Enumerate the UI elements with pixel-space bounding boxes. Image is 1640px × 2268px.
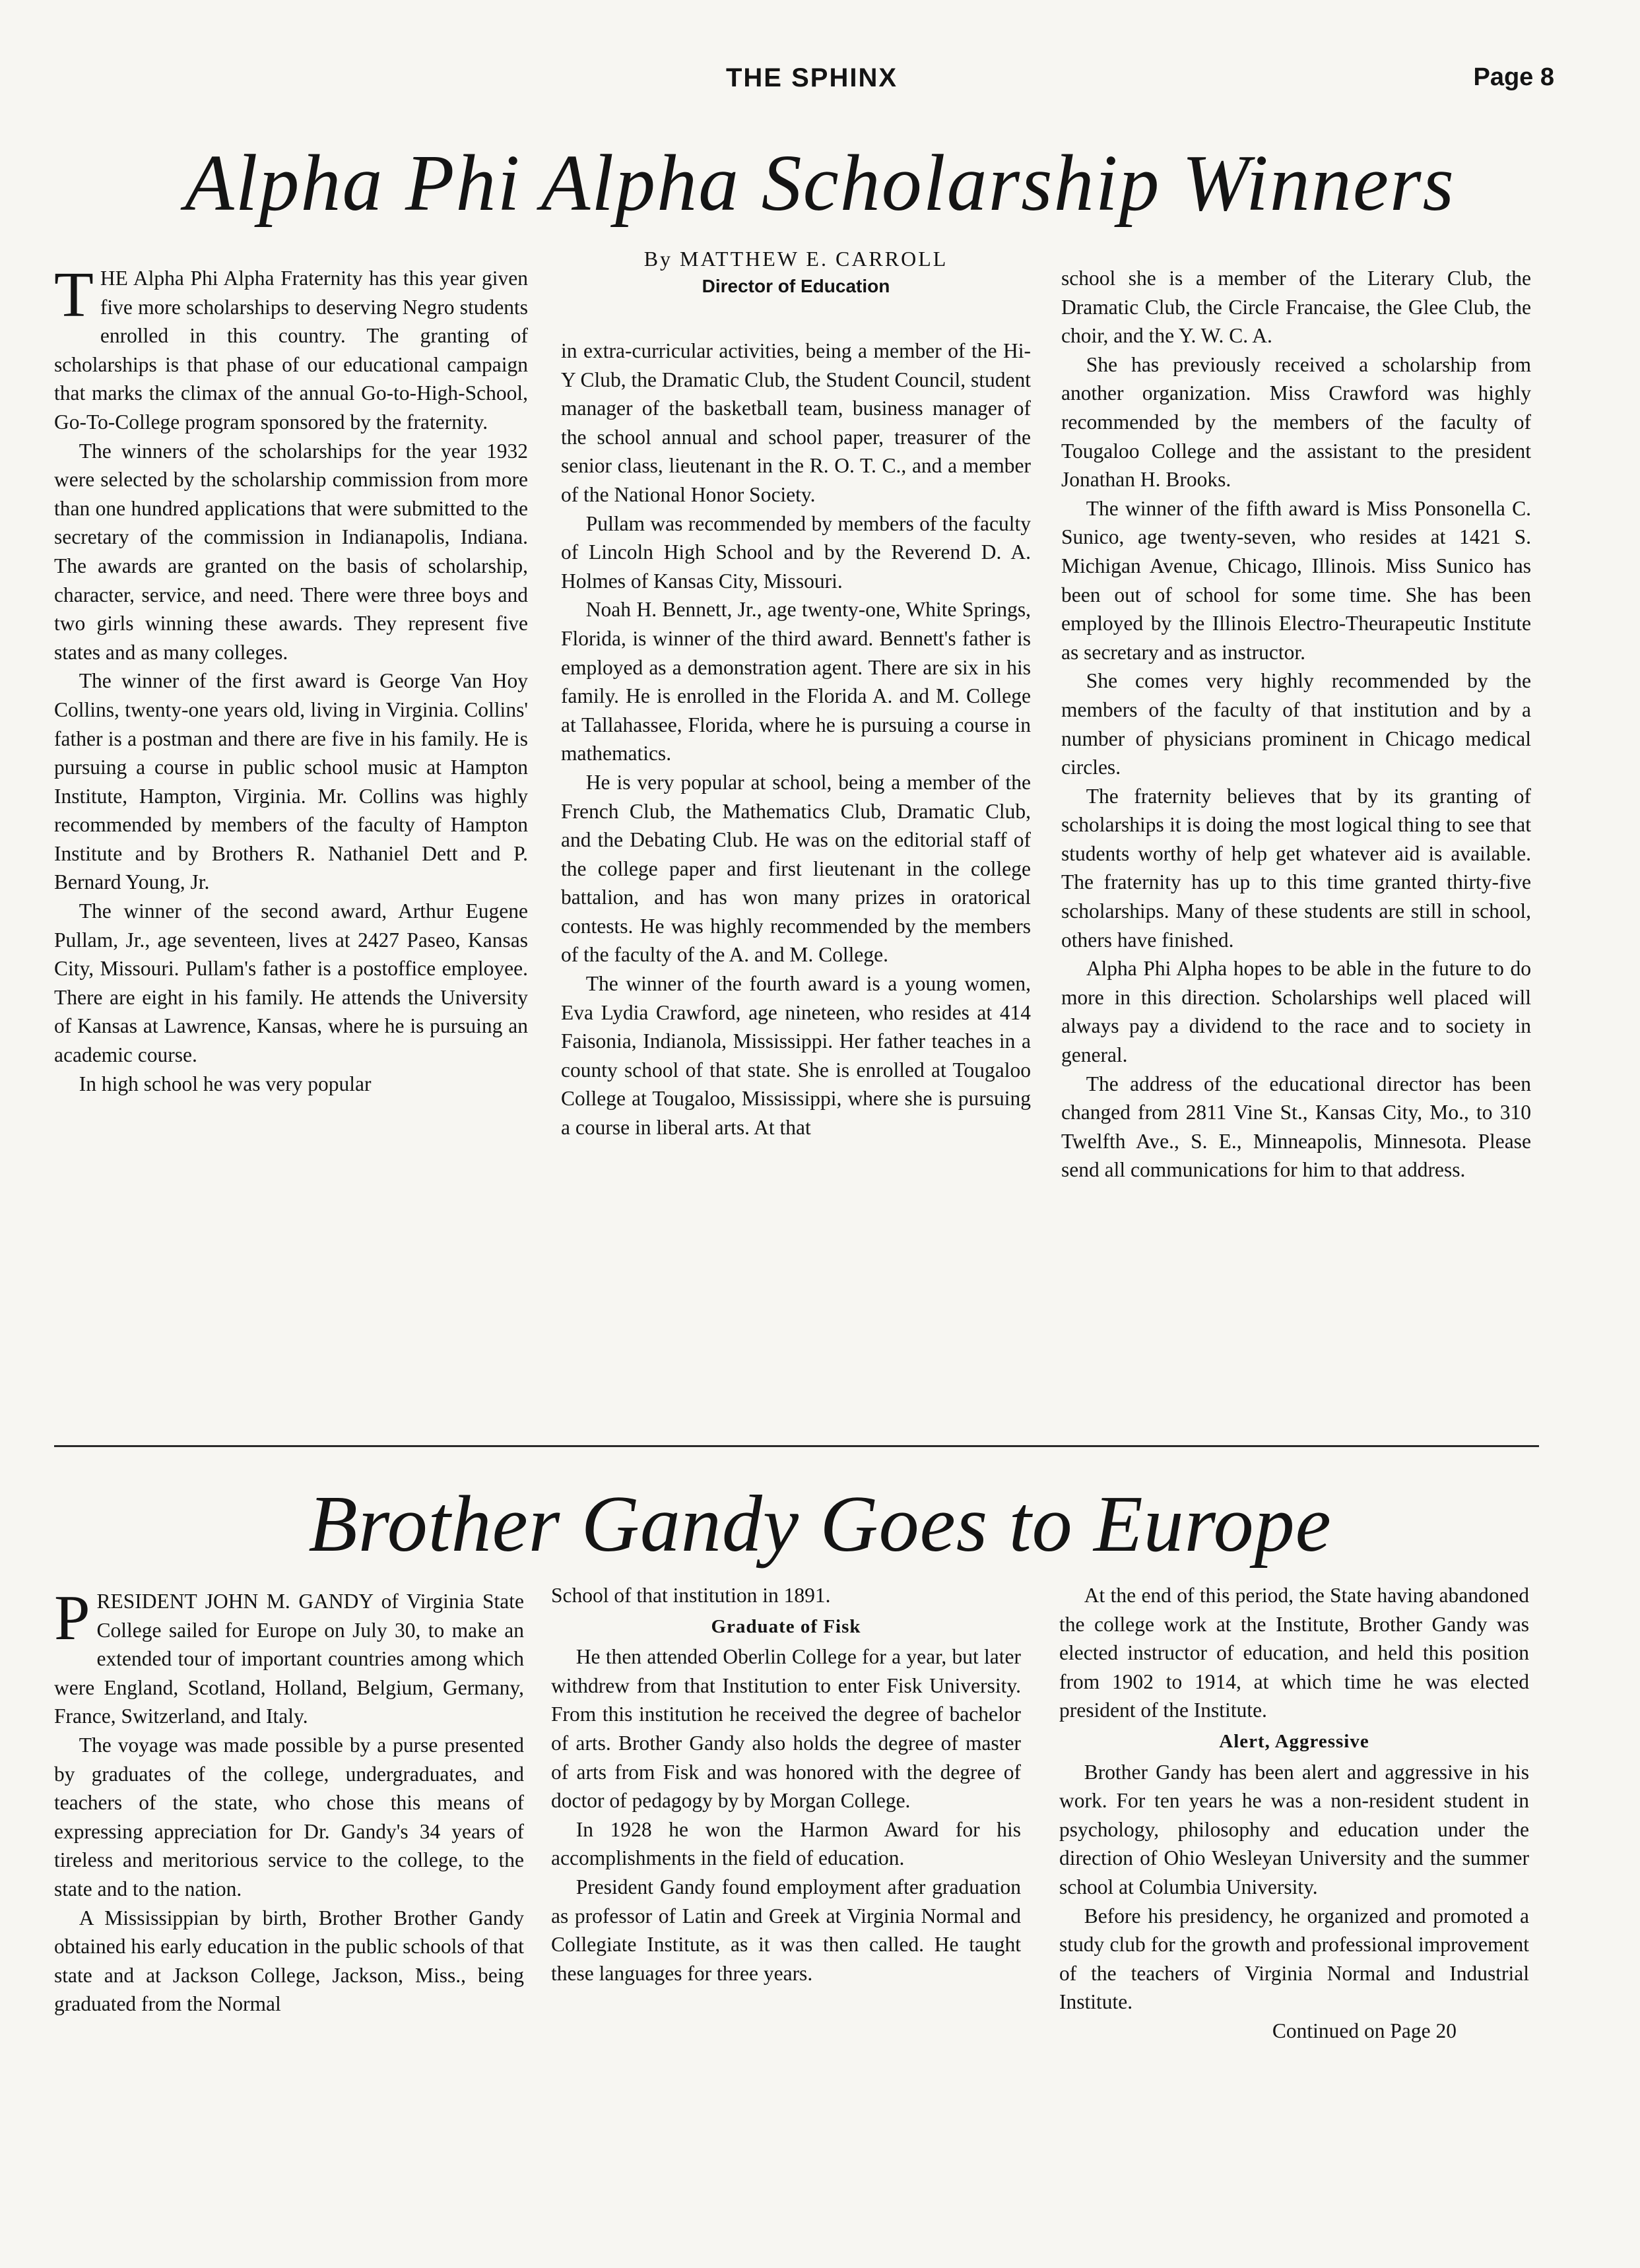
scholarship-column-2 xyxy=(561,337,1031,1142)
paragraph: He then attended Oberlin College for a year, but later withdrew from that Institution to enter Fisk University. From this institution he received the degree of bachelor of arts. Brother Gandy also holds the degree of master of arts from Fisk and was honored with the degree of doctor of pedagogy by by Morgan College. xyxy=(551,1645,1021,1813)
continued-note: Continued on Page 20 xyxy=(1272,2019,1457,2042)
paragraph: School of that institution in 1891. xyxy=(551,1584,831,1607)
paragraph: in extra-curricular activities, being a member of the Hi-Y Club, the Dramatic Club, the Student Council, student manager of the basketball team, business manager of the school annual and school paper, treasurer of the senior class, lieutenant in the R. O. T. C., and a member of the National Honor Society. xyxy=(561,339,1031,506)
paragraph: Noah H. Bennett, Jr., age twenty-one, White Springs, Florida, is winner of the third award. Bennett's father is employed as a demonstration agent. There are six in his family. He is enrolled in the Florida A. and M. College at Tallahassee, Florida, where he is pursuing a course in mathematics. xyxy=(561,598,1031,765)
paragraph: At the end of this period, the State having abandoned the college work at the Institute, Brother Gandy was elected instructor of education, and held this position from 1902 to 1914, at which time he was elected president of the Institute. xyxy=(1059,1584,1529,1722)
publication-title: THE SPHINX xyxy=(725,63,898,92)
paragraph: In high school he was very popular xyxy=(79,1072,372,1095)
paragraph: In 1928 he won the Harmon Award for his accomplishments in the field of education. xyxy=(551,1817,1021,1870)
byline-role: Director of Education xyxy=(702,276,890,296)
paragraph: She has previously received a scholarship from another organization. Miss Crawford was highly recommended by the members of the faculty of Tougaloo College and the assistant to the president Jonathan H. Brooks. xyxy=(1061,352,1531,492)
subheading: Graduate of Fisk xyxy=(711,1615,861,1637)
paragraph: school she is a member of the Literary Club, the Dramatic Club, the Circle Francaise, the Glee Club, the choir, and the Y. W. C. A. xyxy=(1061,267,1531,348)
gandy-column-2 xyxy=(551,1581,1021,1988)
section-divider xyxy=(54,1445,1539,1447)
article-title-scholarship: Alpha Phi Alpha Scholarship Winners xyxy=(185,139,1455,228)
byline xyxy=(561,244,1031,300)
paragraph: A Mississippian by birth, Brother Brother Gandy obtained his early education in the public schools of that state and at Jackson College, Jackson, Miss., being graduated from the Normal xyxy=(54,1906,524,2016)
paragraph: The address of the educational director has been changed from 2811 Vine St., Kansas City, Mo., to 310 Twelfth Ave., S. E., Minneapolis, Minnesota. Please send all communications for him to that address. xyxy=(1061,1072,1531,1182)
byline-author: By MATTHEW E. CARROLL xyxy=(643,247,948,271)
gandy-column-1 xyxy=(54,1582,524,2019)
page-number: Page 8 xyxy=(1473,63,1554,91)
drop-cap: T xyxy=(54,259,94,331)
gandy-column-3 xyxy=(1059,1581,1529,2046)
paragraph: THE Alpha Phi Alpha Fraternity has this year given five more scholarships to deserving Negro students enrolled in this country. The granting of scholarships is that phase of our educational campaign that marks the climax of the annual Go-to-High-School, Go-To-College program sponsored by the fraternity. xyxy=(54,259,528,434)
paragraph: He is very popular at school, being a member of the French Club, the Mathematics Club, Dramatic Club, and the Debating Club. He was on the editorial staff of the college paper and first lieutenant in the college battalion, and has won many prizes in oratorical contests. He was highly recommended by the members of the faculty of the A. and M. College. xyxy=(561,770,1031,967)
paragraph: The fraternity believes that by its granting of scholarships it is doing the most logical thing to see that students worthy of help get whatever aid is available. The fraternity has up to this time granted thirty-five scholarships. Many of these students are still in school, others have finished. xyxy=(1061,784,1531,952)
paragraph: The winner of the first award is George Van Hoy Collins, twenty-one years old, living in Virginia. Collins' father is a postman and there are five in his family. He is pursuing a course in public school music at Hampton Institute, Hampton, Virginia. Mr. Collins was highly recommended by members of the faculty of Hampton Institute and by Brothers R. Nathaniel Dett and P. Bernard Young, Jr. xyxy=(54,669,528,894)
paragraph: President Gandy found employment after graduation as professor of Latin and Greek at Virginia Normal and Collegiate Institute, as it was then called. He taught these languages for three years. xyxy=(551,1875,1021,1985)
paragraph: PRESIDENT JOHN M. GANDY of Virginia State College sailed for Europe on July 30, to make an extended tour of important countries among which were England, Scotland, Holland, Belgium, Germany, France, Switzerland, and Italy. xyxy=(54,1582,524,1728)
paragraph: Brother Gandy has been alert and aggressive in his work. For ten years he was a non-resident student in psychology, philosophy and education under the direction of Ohio Wesleyan University and the summer school at Columbia University. xyxy=(1059,1760,1529,1898)
subheading: Alert, Aggressive xyxy=(1219,1730,1369,1752)
running-header xyxy=(0,63,1640,103)
scholarship-column-3 xyxy=(1061,264,1531,1184)
paragraph: The winners of the scholarships for the year 1932 were selected by the scholarship commission from more than one hundred applications that were submitted to the secretary of the commission in Indianapolis, Indiana. The awards are granted on the basis of scholarship, character, service, and need. There were three boys and two girls winning these awards. They represent five states and as many colleges. xyxy=(54,439,528,664)
paragraph: Before his presidency, he organized and promoted a study club for the growth and professional improvement of the teachers of Virginia Normal and Industrial Institute. xyxy=(1059,1904,1529,2014)
paragraph: She comes very highly recommended by the members of the faculty of that institution and by a number of physicians prominent in Chicago medical circles. xyxy=(1061,669,1531,779)
paragraph: The voyage was made possible by a purse presented by graduates of the college, undergraduates, and teachers of the state, who chose this means of expressing appreciation for Dr. Gandy's 34 years of tireless and meritorious service to the college, to the state and to the nation. xyxy=(54,1733,524,1900)
drop-cap: P xyxy=(54,1582,90,1654)
paragraph: The winner of the second award, Arthur Eugene Pullam, Jr., age seventeen, lives at 2427 Paseo, Kansas City, Missouri. Pullam's father is a postoffice employee. There are eight in his family. He attends the University of Kansas at Lawrence, Kansas, where he is pursuing an academic course. xyxy=(54,899,528,1067)
paragraph: The winner of the fourth award is a young women, Eva Lydia Crawford, age nineteen, who resides at 414 Faisonia, Indianola, Mississippi. Her father teaches in a county school of that state. She is enrolled at Tougaloo College at Tougaloo, Mississippi, where she is pursuing a course in liberal arts. At that xyxy=(561,972,1031,1140)
paragraph: Pullam was recommended by members of the faculty of Lincoln High School and by the Reverend D. A. Holmes of Kansas City, Missouri. xyxy=(561,511,1031,593)
paragraph: Alpha Phi Alpha hopes to be able in the future to do more in this direction. Scholarships well placed will always pay a dividend to the race and to society in general. xyxy=(1061,957,1531,1067)
paragraph: The winner of the fifth award is Miss Ponsonella C. Sunico, age twenty-seven, who resides at 1421 S. Michigan Avenue, Chicago, Illinois. Miss Sunico has been out of school for some time. She has been employed by the Illinois Electro-Theurapeutic Institute as secretary and as instructor. xyxy=(1061,496,1531,664)
article-title-gandy: Brother Gandy Goes to Europe xyxy=(308,1479,1332,1569)
scholarship-column-1 xyxy=(54,259,528,1098)
